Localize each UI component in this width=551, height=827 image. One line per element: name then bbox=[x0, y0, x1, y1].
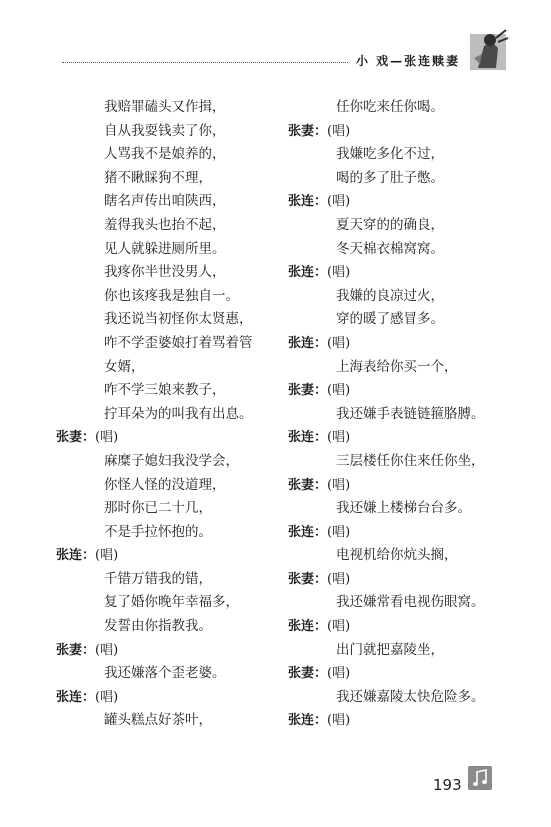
header-title: 小 戏—张连赎妻 bbox=[356, 54, 461, 68]
stage-cue: (唱) bbox=[327, 619, 351, 635]
verse-line: 穿的暖了感冒多。 bbox=[336, 311, 444, 328]
verse-line: 咋不学三娘来教子， bbox=[104, 382, 226, 399]
stage-cue: (唱) bbox=[327, 265, 351, 281]
verse-line: 人骂我不是娘养的， bbox=[104, 146, 226, 163]
verse-line: 我嫌吃多化不过， bbox=[336, 146, 444, 163]
stage-cue: (唱) bbox=[95, 430, 119, 446]
speaker-name: 张连： bbox=[56, 689, 96, 705]
speaker-name: 张连： bbox=[288, 194, 328, 210]
verse-line: 电视机给你炕头搁， bbox=[336, 547, 458, 564]
speaker-name: 张连： bbox=[288, 265, 328, 281]
speaker-name: 张连： bbox=[288, 619, 328, 635]
speaker-name: 张妻： bbox=[288, 383, 328, 399]
opera-figure-icon bbox=[466, 28, 510, 72]
page-number: 193 bbox=[433, 776, 462, 794]
verse-line: 冬天棉衣棉窝窝。 bbox=[336, 240, 444, 257]
speaker-name: 张妻： bbox=[288, 477, 328, 493]
speaker-name: 张连： bbox=[288, 524, 328, 540]
stage-cue: (唱) bbox=[327, 713, 351, 729]
verse-line: 女婿， bbox=[104, 358, 145, 375]
verse-line: 羞得我头也抬不起， bbox=[104, 216, 226, 233]
verse-line: 那时你已二十几， bbox=[104, 500, 212, 517]
verse-line: 我还说当初怪你太贤惠， bbox=[104, 311, 253, 328]
verse-line: 瞎名声传出咱陕西， bbox=[104, 193, 226, 210]
stage-cue: (唱) bbox=[95, 689, 119, 705]
verse-line: 千错万错我的错， bbox=[104, 570, 212, 587]
speaker-line bbox=[56, 686, 296, 710]
speaker-name: 张连： bbox=[288, 335, 328, 351]
stage-cue: (唱) bbox=[327, 430, 351, 446]
speaker-name: 张连： bbox=[56, 548, 96, 564]
verse-line: 拧耳朵为的叫我有出息。 bbox=[104, 405, 253, 422]
stage-cue: (唱) bbox=[327, 335, 351, 351]
verse-line: 我还嫌上楼梯台台多。 bbox=[336, 500, 471, 517]
left-column bbox=[56, 96, 296, 733]
speaker-line bbox=[288, 190, 528, 214]
verse-line: 三层楼任你住来任你坐， bbox=[336, 452, 485, 469]
speaker-line bbox=[288, 474, 528, 498]
verse-line: 任你吃来任你喝。 bbox=[336, 99, 444, 115]
verse-line: 麻糜子媳妇我没学会， bbox=[104, 452, 239, 469]
stage-cue: (唱) bbox=[327, 194, 351, 210]
verse-line: 我还嫌手表链链箍胳膊。 bbox=[336, 405, 485, 422]
speaker-name: 张妻： bbox=[56, 642, 96, 658]
speaker-line bbox=[288, 662, 528, 686]
speaker-line bbox=[288, 709, 528, 733]
verse-line: 我赔罪磕头又作揖， bbox=[104, 99, 226, 115]
verse-line: 咋不学歪婆娘打着骂着管 bbox=[104, 334, 253, 351]
verse-line: 你怪人怪的没道理， bbox=[104, 476, 226, 493]
speaker-name: 张妻： bbox=[288, 123, 328, 139]
stage-cue: (唱) bbox=[327, 383, 351, 399]
verse-line: 夏天穿的的确良， bbox=[336, 216, 444, 233]
speaker-name: 张连： bbox=[288, 430, 328, 446]
verse-line: 猪不瞅睬狗不理， bbox=[104, 169, 212, 186]
verse-line: 你也该疼我是独自一。 bbox=[104, 287, 239, 304]
verse-line: 我还嫌嘉陵太快危险多。 bbox=[336, 688, 485, 705]
speaker-line bbox=[288, 568, 528, 592]
speaker-name: 张妻： bbox=[56, 430, 96, 446]
speaker-line bbox=[56, 639, 296, 663]
verse-line: 我还嫌落个歪老婆。 bbox=[104, 665, 226, 682]
verse-line: 发誓由你指教我。 bbox=[104, 618, 212, 635]
verse-line: 自从我耍钱卖了你， bbox=[104, 122, 226, 139]
stage-cue: (唱) bbox=[327, 123, 351, 139]
speaker-line bbox=[288, 332, 528, 356]
header-rule bbox=[62, 62, 348, 63]
speaker-line bbox=[288, 379, 528, 403]
verse-line: 我疼你半世没男人， bbox=[104, 264, 226, 281]
stage-cue: (唱) bbox=[95, 548, 119, 564]
speaker-line bbox=[288, 615, 528, 639]
stage-cue: (唱) bbox=[327, 666, 351, 682]
verse-line: 不是手拉怀抱的。 bbox=[104, 523, 212, 540]
verse-line: 罐头糕点好茶叶， bbox=[104, 712, 212, 729]
speaker-line bbox=[56, 426, 296, 450]
stage-cue: (唱) bbox=[327, 477, 351, 493]
speaker-line bbox=[288, 521, 528, 545]
speaker-line bbox=[288, 261, 528, 285]
speaker-name: 张妻： bbox=[288, 666, 328, 682]
verse-line: 出门就把嘉陵坐， bbox=[336, 641, 444, 658]
speaker-line bbox=[56, 544, 296, 568]
stage-cue: (唱) bbox=[327, 571, 351, 587]
stage-cue: (唱) bbox=[327, 524, 351, 540]
verse-line: 我还嫌常看电视伤眼窝。 bbox=[336, 594, 485, 611]
verse-line: 上海表给你买一个， bbox=[336, 358, 458, 375]
right-column bbox=[288, 96, 528, 733]
verse-line: 见人就躲进厕所里。 bbox=[104, 240, 226, 257]
speaker-name: 张妻： bbox=[288, 571, 328, 587]
speaker-name: 张连： bbox=[288, 713, 328, 729]
verse-line: 喝的多了肚子憋。 bbox=[336, 169, 444, 186]
verse-line: 我嫌的良凉过火， bbox=[336, 287, 444, 304]
stage-cue: (唱) bbox=[95, 642, 119, 658]
music-note-icon bbox=[468, 766, 492, 790]
speaker-line bbox=[288, 120, 528, 144]
verse-line: 复了婚你晚年幸福多， bbox=[104, 594, 239, 611]
speaker-line bbox=[288, 426, 528, 450]
